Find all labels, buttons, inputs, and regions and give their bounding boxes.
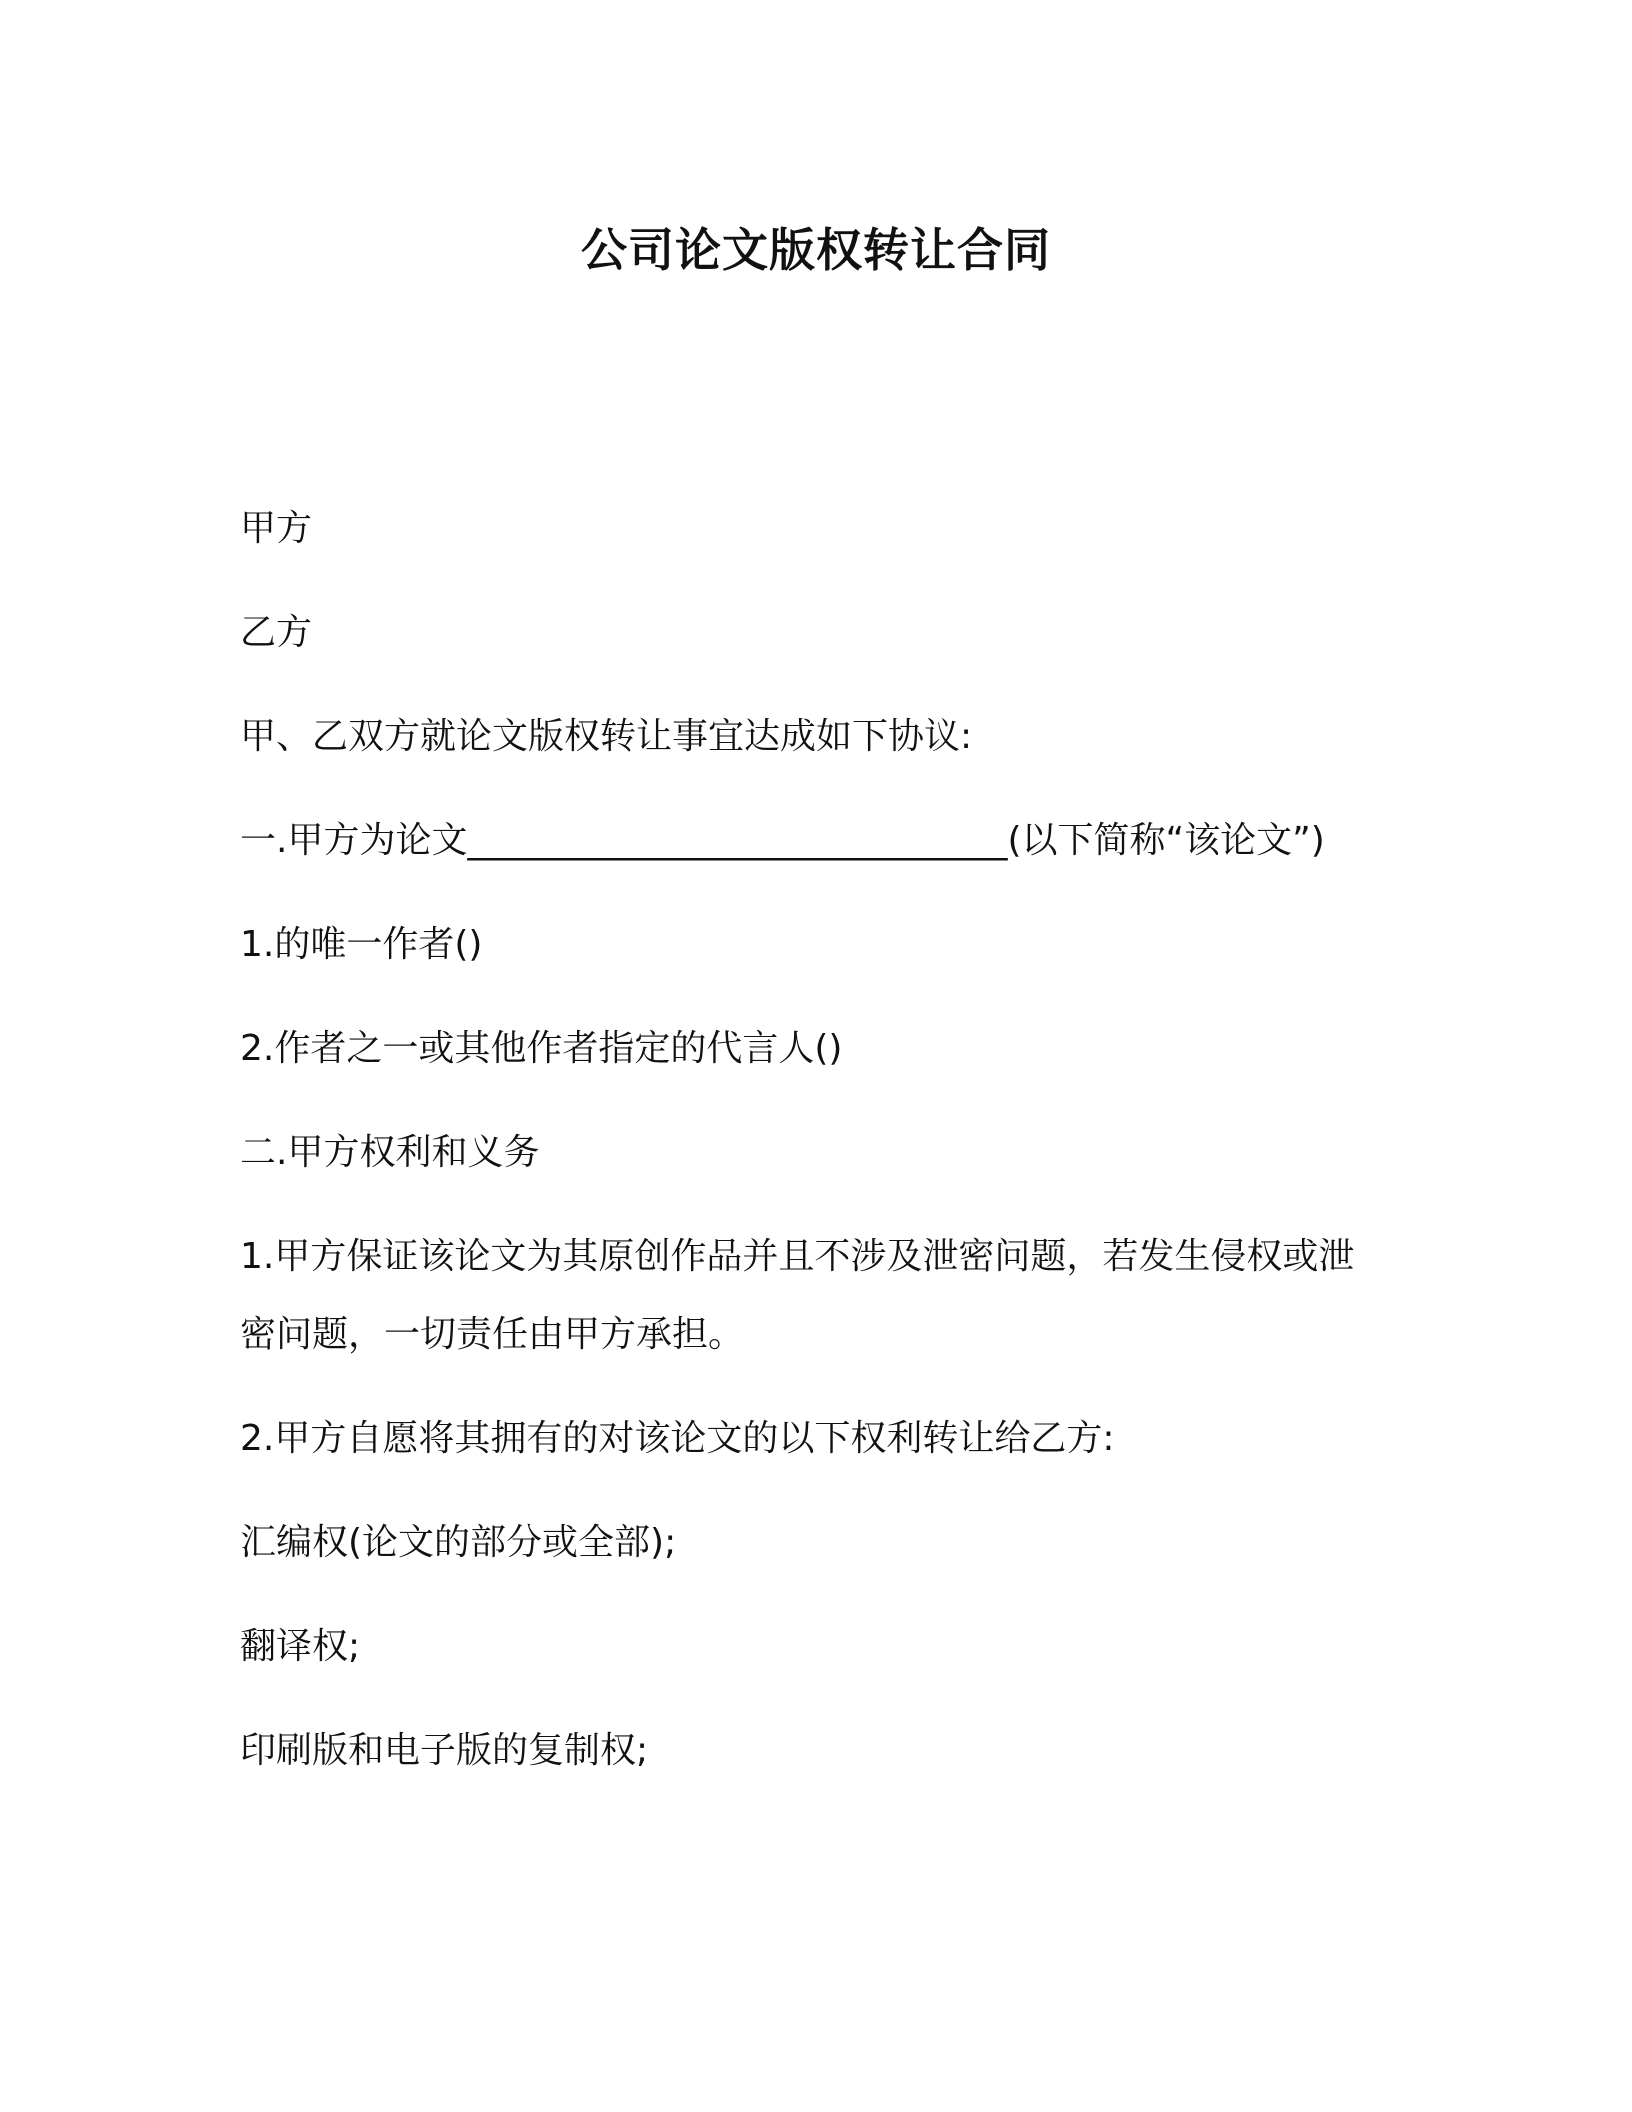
clause-1-item-1: 1.的唯一作者()	[240, 924, 483, 965]
clause-2-item-1: 1.甲方保证该论文为其原创作品并且不涉及泄密问题，若发生侵权或泄密问题，一切责任由甲方承担。	[240, 1236, 1355, 1355]
party-b-line: 乙方	[240, 612, 313, 653]
party-a-line: 甲方	[240, 508, 313, 549]
agreement-intro: 甲、乙双方就论文版权转让事宜达成如下协议:	[240, 716, 973, 757]
right-compilation: 汇编权(论文的部分或全部);	[240, 1522, 677, 1563]
document-title: 公司论文版权转让合同	[581, 223, 1051, 277]
right-translation: 翻译权;	[240, 1626, 361, 1667]
clause-2-item-2: 2.甲方自愿将其拥有的对该论文的以下权利转让给乙方:	[240, 1418, 1115, 1459]
right-reproduction: 印刷版和电子版的复制权;	[240, 1730, 649, 1771]
document-body	[240, 490, 1360, 1816]
clause-1-item-2: 2.作者之一或其他作者指定的代言人()	[240, 1028, 843, 1069]
clause-1-heading: 一.甲方为论文______________________________(以下简称“该论文”)	[240, 820, 1325, 861]
clause-2-heading: 二.甲方权利和义务	[240, 1132, 540, 1173]
